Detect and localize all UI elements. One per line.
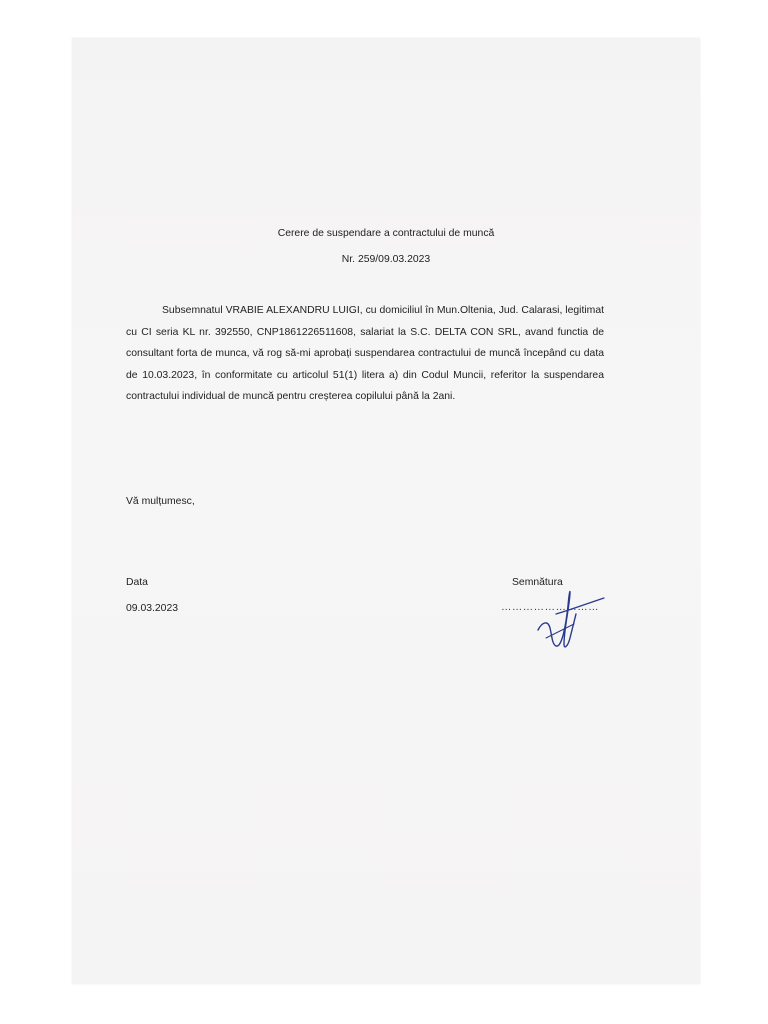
date-label: Data <box>126 577 148 588</box>
handwritten-signature <box>534 584 606 654</box>
document-page <box>72 38 700 984</box>
request-body-paragraph: Subsemnatul VRABIE ALEXANDRU LUIGI, cu domiciliul în Mun.Oltenia, Jud. Calarasi, legitimat cu CI seria KL nr. 392550, CNP1861226511608, salariat la S.C. DELTA CON SRL, avand functia de consultant forta de munca, vă rog să-mi aprobați suspendarea contractului de muncă începând cu data de 10.03.2023, în conformitate cu articolul 51(1) litera a) din Codul Muncii, referitor la suspendarea contractului individual de muncă pentru creșterea copilului până la 2ani. <box>126 305 604 402</box>
signature-line: ……………………… <box>501 602 600 613</box>
date-value: 09.03.2023 <box>126 603 179 614</box>
document-title: Cerere de suspendare a contractului de muncă <box>277 228 495 239</box>
closing-line: Vă mulțumesc, <box>126 496 195 507</box>
document-number: Nr. 259/09.03.2023 <box>341 254 431 265</box>
signature-label: Semnătura <box>512 577 563 588</box>
